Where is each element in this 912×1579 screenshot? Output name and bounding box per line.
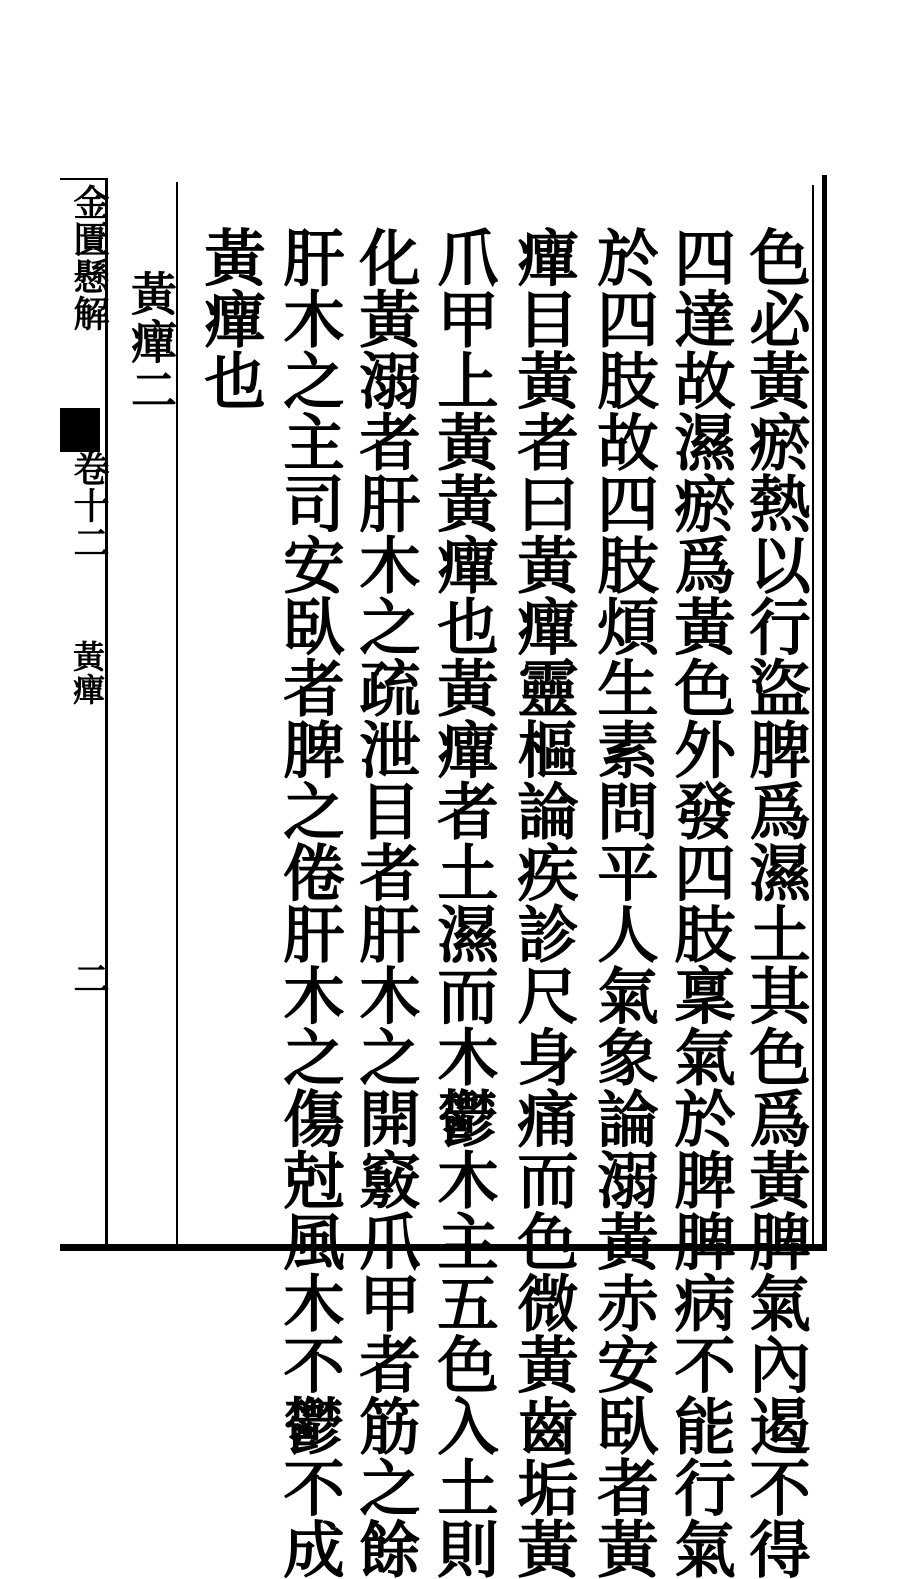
page-number: 二 xyxy=(68,960,110,997)
frame-right-inner-border xyxy=(812,185,814,1245)
text-column-2: 四達故濕瘀爲黃色外發四肢稟氣於脾脾病不能行氣 xyxy=(663,226,737,1579)
fish-tail-mark xyxy=(60,408,100,452)
text-column-3: 於四肢故四肢煩生素問平人氣象論溺黃赤安臥者黃 xyxy=(586,226,660,1579)
volume-label: 卷十二 xyxy=(68,450,110,561)
text-column-4: 癉目黃者曰黃癉靈樞論疾診尺身痛而色微黃齒垢黃 xyxy=(506,226,580,1579)
section-heading: 黃癉二 xyxy=(124,270,178,414)
text-column-1: 色必黃瘀熱以行盜脾爲濕土其色爲黃脾氣內遏不得 xyxy=(738,226,812,1579)
frame-top-left-border xyxy=(60,178,108,180)
text-column-6: 化黃溺者肝木之疏泄目者肝木之開竅爪甲者筋之餘 xyxy=(348,226,422,1579)
text-column-5: 爪甲上黃黃癉也黃癉者土濕而木鬱木主五色入土則 xyxy=(426,226,500,1579)
section-label: 黃癉 xyxy=(68,640,106,706)
text-column-8: 黃癉也 xyxy=(193,226,267,411)
book-title: 金匱懸解 xyxy=(68,184,110,332)
frame-right-border xyxy=(822,175,827,1250)
frame-left-border xyxy=(105,178,108,1248)
text-column-7: 肝木之主司安臥者脾之倦肝木之傷尅風木不鬱不成 xyxy=(272,226,346,1579)
